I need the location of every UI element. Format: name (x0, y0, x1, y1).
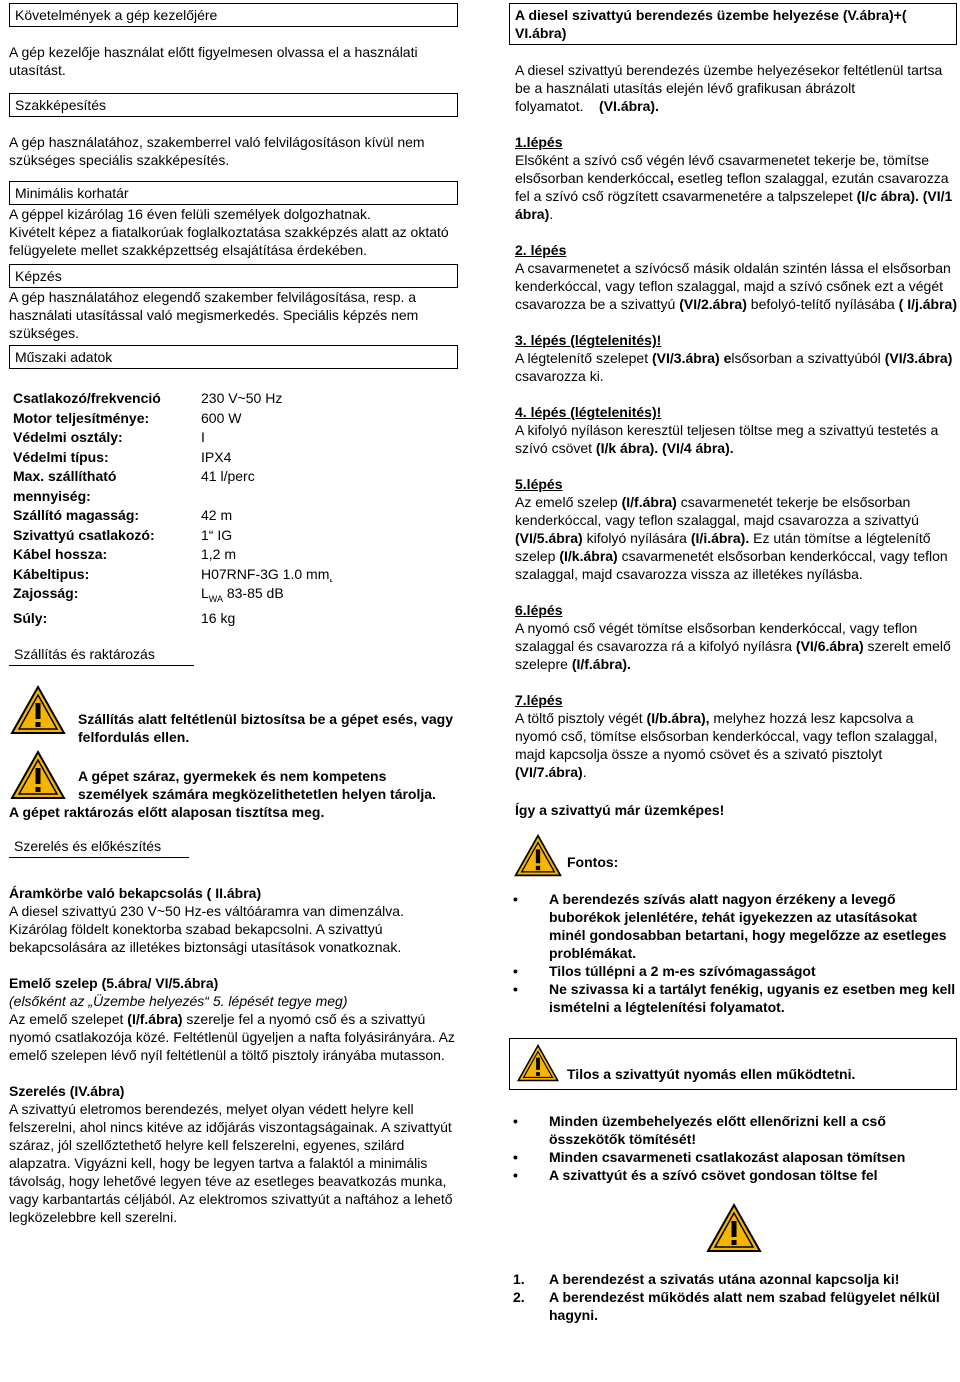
warning-triangle-icon (513, 833, 563, 878)
commissioning-intro (509, 61, 957, 115)
specs-table (13, 389, 334, 629)
lift-valve-heading: Emelő szelep (5.ábra/ VI/5.ábra) (9, 974, 219, 991)
figure-ref: ( I/j.ábra) (898, 296, 958, 312)
numbered-list (509, 1270, 957, 1324)
heading-text: Képzés (15, 268, 62, 284)
min-age-text-1: A géppel kizárólag 16 éven felüli személyek dolgozhatnak. (9, 206, 371, 222)
spec-value-main: L (201, 585, 209, 601)
figure-ref: (VI.ábra). (599, 98, 659, 114)
text-run: csavarmenetét tekerje be elsősorban kenderkóccal, vagy teflon szalaggal, majd csavarozza a szivattyú (515, 494, 919, 528)
text-run: . (582, 764, 587, 780)
spec-value: 1“ IG (201, 526, 233, 543)
spec-label: Védelmi típus: (13, 448, 109, 465)
table-row (13, 565, 334, 585)
step-1-title: 1.lépés (515, 134, 563, 150)
figure-ref: (VI/5.ábra) (515, 530, 583, 546)
warning-final (509, 1202, 957, 1258)
text-run: Ez után tömítse a légtelenítő szelep (515, 530, 931, 564)
step-3-text (515, 349, 957, 385)
spec-value-rest: 83-85 dB (222, 585, 284, 601)
heading-text: Szakképesítés (15, 97, 107, 113)
table-row (13, 409, 334, 429)
list-item (509, 1288, 957, 1324)
text-run: A berendezést működés alatt nem szabad felügyelet nélkül hagyni. (549, 1289, 940, 1323)
spec-value: 600 W (201, 409, 242, 426)
text-run: Az emelő szelep (515, 494, 622, 510)
spec-value: IPX4 (201, 448, 232, 465)
heading-text: Szállítás és raktározás (14, 645, 155, 662)
spec-label: Súly: (13, 610, 48, 627)
bullet-list-2 (509, 1112, 957, 1184)
spec-value: 16 kg (201, 610, 236, 627)
text-run: A berendezést a szivatás utána azonnal kapcsolja ki! (549, 1271, 900, 1287)
spec-value: 41 l/perc (201, 468, 255, 484)
text-run: lsősorban a szivattyúból (731, 350, 885, 366)
list-item (509, 1270, 957, 1288)
text-run: A szivattyút és a szívó csövet gondosan töltse fel (549, 1167, 878, 1183)
heading-text: Szerelés és előkészítés (14, 837, 162, 854)
text-run: Elsőként a szívó cső végén lévő csavarmenetet tekerje be, tömítse elsősorban kenderkóccal (515, 152, 929, 186)
lift-valve-text (9, 1010, 459, 1064)
mounting-text: A szivattyú eletromos berendezés, melyet olyan védett helyre kell felszerelni, ahol nincs kitéve az időjárás viszontagságainak. A szivattyút száraz, jól szellőztethető helyre kell felszerelni, egyenes, szilárd alapzatra. Vigyázni kell, hogy be legyen tartva a falaktól a minimális távolság, hogy lehetővé legyen téve az esetleges beavatkozás munka, vagy karbantartás céljából. Az elektromos szivattyút a naftához a lehető legközelebbre kell szerelni. (9, 1100, 453, 1225)
text-run: te (701, 909, 714, 925)
spec-value: H07RNF-3G 1.0 mm˛ (201, 565, 335, 582)
spec-label: Kábel hossza: (13, 546, 108, 562)
text-run: . (549, 206, 554, 222)
left-column (9, 3, 459, 1226)
text-run: befolyó-telítő nyílásába (746, 296, 899, 312)
step-1-text (515, 151, 957, 223)
ready-text: Így a szivattyú már üzemképes! (515, 802, 725, 818)
spec-label: Szállító magasság: (13, 507, 140, 523)
text-run: A nyomó cső végét tömítse elsősorban kenderkóccal, vagy teflon szalaggal és csavarozza rá a kifolyó nyílásra (515, 620, 918, 654)
warning-triangle-icon (9, 749, 67, 801)
table-row (13, 526, 334, 546)
step-6-title: 6.lépés (515, 602, 563, 618)
step-4-title: 4. lépés (légtelenités)! (515, 404, 662, 420)
figure-ref: (I/i.ábra). (690, 530, 750, 546)
bullet-icon: • (513, 891, 518, 907)
warning-triangle-icon (516, 1043, 560, 1083)
spec-value-sub: WA (208, 593, 223, 604)
section-heading-training (9, 264, 458, 288)
section-heading-assembly (9, 835, 189, 858)
spec-value: 1,2 m (201, 546, 237, 562)
spec-label: Kábeltipus: (13, 565, 90, 582)
bullet-icon: • (513, 1113, 518, 1129)
text-run: szerelt emelő szelepre (515, 638, 951, 672)
table-row (13, 428, 334, 448)
lift-valve-note: (elsőként az „Üzembe helyezés“ 5. lépését tegye meg) (9, 992, 348, 1009)
heading-text: Minimális korhatár (15, 185, 129, 201)
spec-label: Szivattyú csatlakozó: (13, 526, 155, 543)
bullet-icon: • (513, 981, 518, 997)
text-run: melyhez hozzá lesz kapcsolva a nyomó cső, tömítse elsősorban kenderkóccal, vagy teflon szalaggal, majd kapcsolja össze a nyomó csövet és a szivató pisztolyt (515, 710, 938, 762)
warning-box-pressure (509, 1038, 957, 1090)
warning-storage (9, 749, 459, 803)
spec-label: Zajosság: (13, 585, 79, 601)
power-connection-heading: Áramkörbe való bekapcsolás ( II.ábra) (9, 884, 262, 901)
spec-value: 230 V~50 Hz (201, 390, 283, 406)
qualification-text: A gép használatához, szakemberrel való felvilágosításon kívül nem szükséges speciális szakképesítés. (9, 134, 425, 168)
text-run: A légtelenítő szelepet (515, 350, 652, 366)
step-3-title: 3. lépés (légtelenités)! (515, 332, 662, 348)
list-item (509, 962, 957, 980)
figure-ref: (VI/7.ábra) (515, 764, 583, 780)
text-run: csavarozza ki. (515, 368, 604, 384)
text-run: esetleg teflon szalaggal, ezután csavarozza fel a szívó cső rögzített csavarmenetére a talpszelepet (515, 170, 949, 204)
text-run: Az emelő szelepet (9, 1010, 128, 1027)
figure-ref: (I/k.ábra) (559, 548, 618, 564)
min-age-text-2: Kivételt képez a fiatalkorúak foglalkoztatása szakképzés alatt az oktató felügyelete mellet szakképzettség elsajátítása érdekében. (9, 224, 449, 258)
step-7-text (515, 709, 957, 781)
warning-triangle-icon (9, 684, 67, 736)
mounting-heading: Szerelés (IV.ábra) (9, 1082, 125, 1099)
important-label: Fontos: (567, 854, 619, 870)
text-run: , (669, 170, 674, 186)
figure-ref: (I/f.ábra) (621, 494, 677, 510)
list-number: 1. (513, 1271, 525, 1287)
list-item (509, 1166, 957, 1184)
section-heading-commissioning (509, 3, 957, 45)
warning-box-text: Tilos a szivattyút nyomás ellen működtetni. (567, 1066, 856, 1082)
text-run: A csavarmenetet a szívócső másik oldalán szintén lássa el elsősorban kenderkóccal, vagy teflon szalaggal, majd a szívó csőnek ezt a végét csavarozza be a szivattyú (515, 260, 951, 312)
figure-ref: (I/k ábra). (VI/4 ábra). (595, 440, 734, 456)
figure-ref: (I/f.ábra) (127, 1010, 183, 1027)
list-item (509, 980, 957, 1016)
section-heading-requirements (9, 3, 458, 27)
figure-ref: (I/f.ábra). (571, 656, 631, 672)
power-connection-text: A diesel szivattyú 230 V~50 Hz-es váltóáramra van dimenzálva. Kizárólag földelt konektorba szabad bekapcsolni. A szivattyú bekapcsolására az illetékes biztonsági utasítások vonatkoznak. (9, 902, 404, 955)
table-row (13, 448, 334, 468)
table-row (13, 506, 334, 526)
bullet-list-1 (509, 890, 957, 1016)
step-4-text (515, 421, 957, 457)
important-note (509, 833, 957, 878)
text-run: Minden üzembehelyezés előtt ellenőrizni kell a cső összekötők tömítését! (549, 1113, 886, 1147)
text-run: Tilos túllépni a 2 m-es szívómagasságot (549, 963, 816, 979)
spec-value (195, 584, 334, 609)
step-5-text (515, 493, 957, 583)
table-row (13, 609, 334, 629)
list-number: 2. (513, 1289, 525, 1305)
figure-ref: (VI/6.ábra) (795, 638, 864, 654)
table-row (13, 467, 334, 506)
figure-ref: (VI/3.ábra) (884, 350, 953, 366)
list-item (509, 890, 957, 962)
spec-label: Max. szállítható mennyiség: (13, 468, 117, 504)
text-run: A kifolyó nyíláson keresztül teljesen töltse meg a szivattyú testetés a szívó csövet (515, 422, 939, 456)
text-run: Minden csavarmeneti csatlakozást alaposan tömítsen (549, 1149, 906, 1165)
heading-text: Követelmények a gép kezelőjére (15, 7, 218, 23)
right-column (509, 3, 957, 1324)
spec-value: 42 m (201, 507, 233, 523)
requirements-text: A gép kezelője használat előtt figyelmesen olvassa el a használati utasítást. (9, 44, 418, 78)
spec-label: Csatlakozó/frekvenció (13, 390, 161, 406)
warning-transport (9, 684, 459, 746)
step-2-text (515, 259, 957, 313)
step-2-title: 2. lépés (515, 242, 567, 258)
step-5-title: 5.lépés (515, 476, 563, 492)
steps (509, 133, 957, 819)
step-7-title: 7.lépés (515, 692, 563, 708)
bullet-icon: • (513, 963, 518, 979)
step-6-text (515, 619, 957, 673)
storage-clean-text: A gépet raktározás előtt alaposan tisztítsa meg. (9, 803, 325, 820)
section-heading-qualification (9, 93, 458, 117)
spec-label: Motor teljesítménye: (13, 409, 150, 426)
list-item (509, 1148, 957, 1166)
text-run: Ne szivassa ki a tartályt fenékig, ugyanis ez esetben meg kell ismételni a légtelenítési folyamatot. (549, 981, 956, 1015)
figure-ref: (VI/3.ábra) e (652, 350, 732, 366)
figure-ref: (I/b.ábra), (646, 710, 710, 726)
heading-text: A diesel szivattyú berendezés üzembe helyezése (V.ábra)+( VI.ábra) (515, 7, 907, 41)
bullet-icon: • (513, 1167, 518, 1183)
warning-text-1: Szállítás alatt feltétlenül biztosítsa be a gépet esés, vagy felfordulás ellen. (78, 710, 454, 745)
table-row (13, 389, 334, 409)
text-run: A berendezés szívás alatt nagyon érzékeny a levegő buborékok jelenlétére, (549, 891, 896, 925)
text-run: A töltő pisztoly végét (515, 710, 647, 726)
spec-value: I (201, 429, 205, 445)
figure-ref: (VI/2.ábra) (679, 296, 747, 312)
section-heading-min-age (9, 181, 458, 205)
text-run: szerelje fel a nyomó cső és a szivattyú nyomó csatlakozója közé. Feltétlenül ügyeljen a nafta folyásirányára. Az emelő szelepen lévő nyíl feltétlenül a töltő pisztoly irányába mutasson. (9, 1010, 455, 1063)
list-item (509, 1112, 957, 1148)
text-run: A diesel szivattyú berendezés üzembe helyezésekor feltétlenül tartsa be a használati utasítás elején lévő grafikusan ábrázolt folyamatot. (515, 62, 943, 114)
training-text: A gép használatához elegendő szakember felvilágosítása, resp. a használati utasítással való megismerkedés. Speciális képzés nem szükséges. (9, 289, 419, 341)
table-row (13, 545, 334, 565)
spec-label: Védelmi osztály: (13, 429, 123, 445)
warning-triangle-icon (705, 1202, 763, 1254)
section-heading-tech-data (9, 345, 458, 369)
warning-text-2: A gépet száraz, gyermekek és nem kompetens személyek számára megközelithetetlen helyen tárolja. (78, 767, 436, 802)
figure-ref: (I/c ábra). (VI/1 ábra) (515, 188, 953, 222)
heading-text: Műszaki adatok (15, 349, 113, 365)
bullet-icon: • (513, 1149, 518, 1165)
text-run: hát igyekezzen az utasításokat minél gondosabban betartani, hogy megelőzze az esetleges problémákat. (549, 909, 947, 961)
text-run: kifolyó nyílására (582, 530, 691, 546)
table-row (13, 584, 334, 609)
text-run: csavarmenetét elsősorban kenderkóccal, vagy teflon szalaggal, majd csavarozza vissza az illetékes nyílásba. (515, 548, 948, 582)
section-heading-transport (9, 643, 194, 666)
